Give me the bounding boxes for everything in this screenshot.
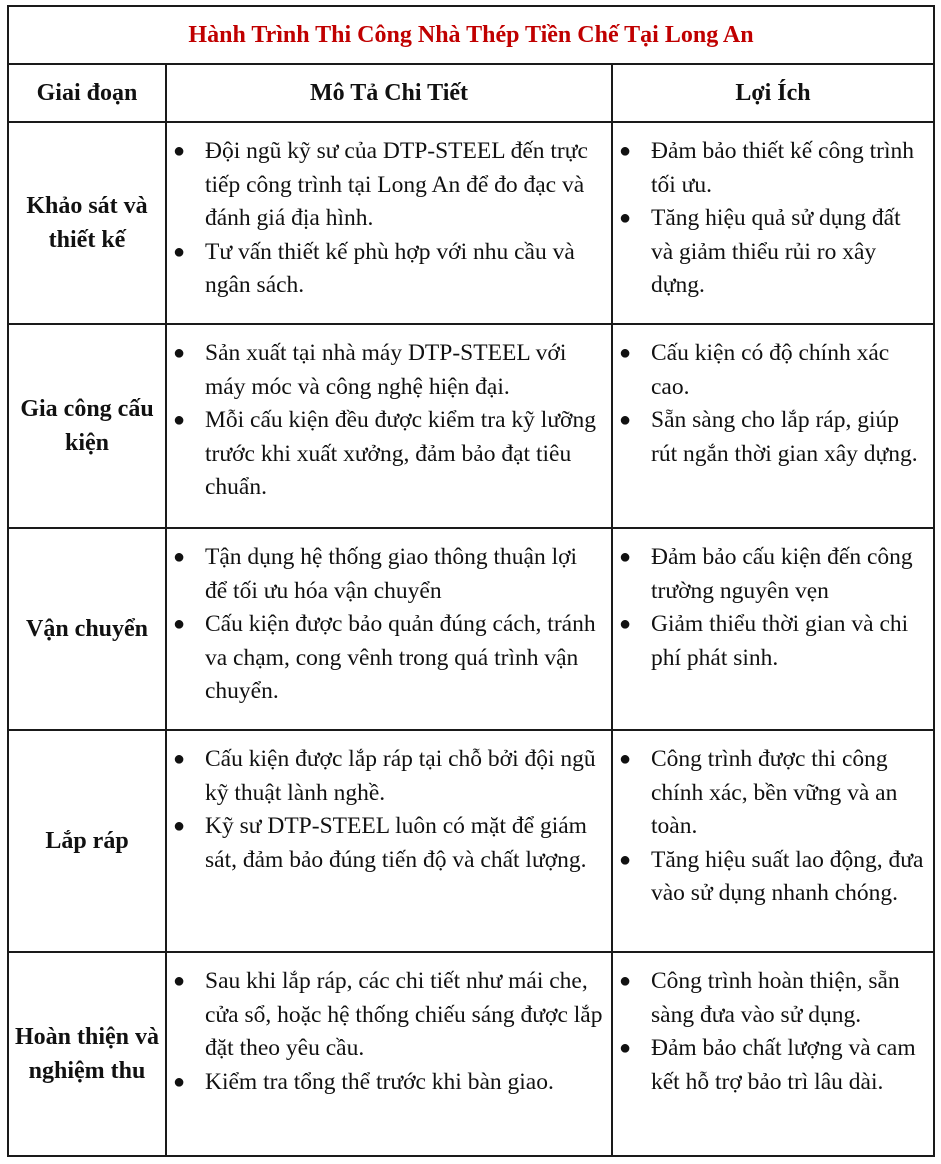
benefit-list	[613, 337, 933, 471]
benefit-cell	[612, 730, 934, 952]
description-list	[167, 541, 611, 709]
stage-cell: Hoàn thiện và nghiệm thu	[8, 952, 166, 1156]
description-list	[167, 965, 611, 1099]
stage-cell: Khảo sát và thiết kế	[8, 122, 166, 324]
description-list	[167, 743, 611, 877]
bullet-icon: ●	[173, 748, 186, 770]
benefit-cell	[612, 528, 934, 730]
bullet-icon: ●	[173, 140, 186, 162]
table-row	[8, 528, 934, 730]
list-item-text: Kiểm tra tổng thể trước khi bàn giao.	[205, 1068, 554, 1095]
list-item-text: Mỗi cấu kiện đều được kiểm tra kỹ lưỡng trước khi xuất xưởng, đảm bảo đạt tiêu chuẩn.	[205, 407, 596, 500]
bullet-icon: ●	[619, 613, 632, 635]
list-item	[613, 135, 933, 202]
list-item	[613, 1032, 933, 1099]
list-item-text: Tăng hiệu suất lao động, đưa vào sử dụng nhanh chóng.	[651, 846, 924, 906]
header-benefit: Lợi Ích	[612, 64, 934, 122]
list-item	[167, 608, 611, 709]
bullet-icon: ●	[619, 1037, 632, 1059]
bullet-icon: ●	[619, 748, 632, 770]
header-stage: Giai đoạn	[8, 64, 166, 122]
benefit-list	[613, 541, 933, 675]
bullet-icon: ●	[619, 409, 632, 431]
bullet-icon: ●	[173, 970, 186, 992]
table-title: Hành Trình Thi Công Nhà Thép Tiền Chế Tại Long An	[8, 6, 934, 64]
table-row	[8, 952, 934, 1156]
list-item	[167, 236, 611, 303]
list-item	[167, 135, 611, 236]
list-item	[613, 541, 933, 608]
list-item	[167, 541, 611, 608]
list-item	[613, 337, 933, 404]
list-item	[613, 202, 933, 303]
bullet-icon: ●	[619, 140, 632, 162]
list-item-text: Cấu kiện được lắp ráp tại chỗ bởi đội ngũ kỹ thuật lành nghề.	[205, 746, 596, 806]
table-row	[8, 730, 934, 952]
list-item-text: Cấu kiện có độ chính xác cao.	[651, 340, 890, 400]
description-cell	[166, 528, 612, 730]
list-item-text: Giảm thiểu thời gian và chi phí phát sinh.	[651, 611, 909, 671]
list-item-text: Sản xuất tại nhà máy DTP-STEEL với máy móc và công nghệ hiện đại.	[205, 340, 567, 400]
header-description: Mô Tả Chi Tiết	[166, 64, 612, 122]
list-item	[167, 404, 611, 505]
list-item	[167, 337, 611, 404]
bullet-icon: ●	[173, 409, 186, 431]
benefit-cell	[612, 122, 934, 324]
description-list	[167, 135, 611, 303]
bullet-icon: ●	[619, 848, 632, 871]
bullet-icon: ●	[173, 815, 186, 837]
list-item	[167, 1066, 611, 1100]
list-item	[167, 743, 611, 810]
list-item-text: Công trình hoàn thiện, sẵn sàng đưa vào sử dụng.	[651, 968, 900, 1028]
list-item	[613, 404, 933, 471]
benefit-cell	[612, 324, 934, 528]
bullet-icon: ●	[619, 546, 632, 568]
list-item	[167, 810, 611, 877]
list-item-text: Tư vấn thiết kế phù hợp với nhu cầu và ngân sách.	[205, 238, 575, 298]
description-cell	[166, 324, 612, 528]
stage-cell: Lắp ráp	[8, 730, 166, 952]
stage-cell: Gia công cấu kiện	[8, 324, 166, 528]
bullet-icon: ●	[173, 1070, 186, 1093]
list-item	[613, 743, 933, 844]
list-item	[613, 844, 933, 911]
construction-process-table	[7, 5, 935, 1157]
table-row	[8, 324, 934, 528]
description-cell	[166, 122, 612, 324]
list-item-text: Tăng hiệu quả sử dụng đất và giảm thiểu rủi ro xây dựng.	[651, 205, 901, 298]
list-item	[167, 965, 611, 1066]
list-item-text: Đảm bảo cấu kiện đến công trường nguyên vẹn	[651, 544, 913, 604]
bullet-icon: ●	[173, 240, 186, 263]
bullet-icon: ●	[173, 342, 186, 364]
bullet-icon: ●	[173, 546, 186, 568]
description-cell	[166, 952, 612, 1156]
list-item-text: Công trình được thi công chính xác, bền vững và an toàn.	[651, 746, 898, 839]
benefit-list	[613, 965, 933, 1099]
list-item	[613, 965, 933, 1032]
list-item-text: Sẵn sàng cho lắp ráp, giúp rút ngắn thời gian xây dựng.	[651, 407, 918, 467]
list-item-text: Kỹ sư DTP-STEEL luôn có mặt để giám sát, đảm bảo đúng tiến độ và chất lượng.	[205, 813, 587, 873]
bullet-icon: ●	[619, 970, 632, 992]
bullet-icon: ●	[619, 207, 632, 229]
list-item-text: Đội ngũ kỹ sư của DTP-STEEL đến trực tiếp công trình tại Long An để đo đạc và đánh giá địa hình.	[205, 138, 588, 231]
list-item	[613, 608, 933, 675]
table-row	[8, 122, 934, 324]
benefit-list	[613, 135, 933, 303]
benefit-list	[613, 743, 933, 911]
list-item-text: Đảm bảo chất lượng và cam kết hỗ trợ bảo trì lâu dài.	[651, 1035, 916, 1095]
stage-cell: Vận chuyển	[8, 528, 166, 730]
list-item-text: Tận dụng hệ thống giao thông thuận lợi để tối ưu hóa vận chuyển	[205, 544, 578, 604]
list-item-text: Cấu kiện được bảo quản đúng cách, tránh va chạm, cong vênh trong quá trình vận chuyển.	[205, 611, 596, 704]
benefit-cell	[612, 952, 934, 1156]
description-list	[167, 337, 611, 505]
bullet-icon: ●	[173, 613, 186, 635]
description-cell	[166, 730, 612, 952]
list-item-text: Sau khi lắp ráp, các chi tiết như mái che, cửa sổ, hoặc hệ thống chiếu sáng được lắp đặt theo yêu cầu.	[205, 968, 603, 1061]
list-item-text: Đảm bảo thiết kế công trình tối ưu.	[651, 138, 914, 198]
bullet-icon: ●	[619, 342, 632, 364]
